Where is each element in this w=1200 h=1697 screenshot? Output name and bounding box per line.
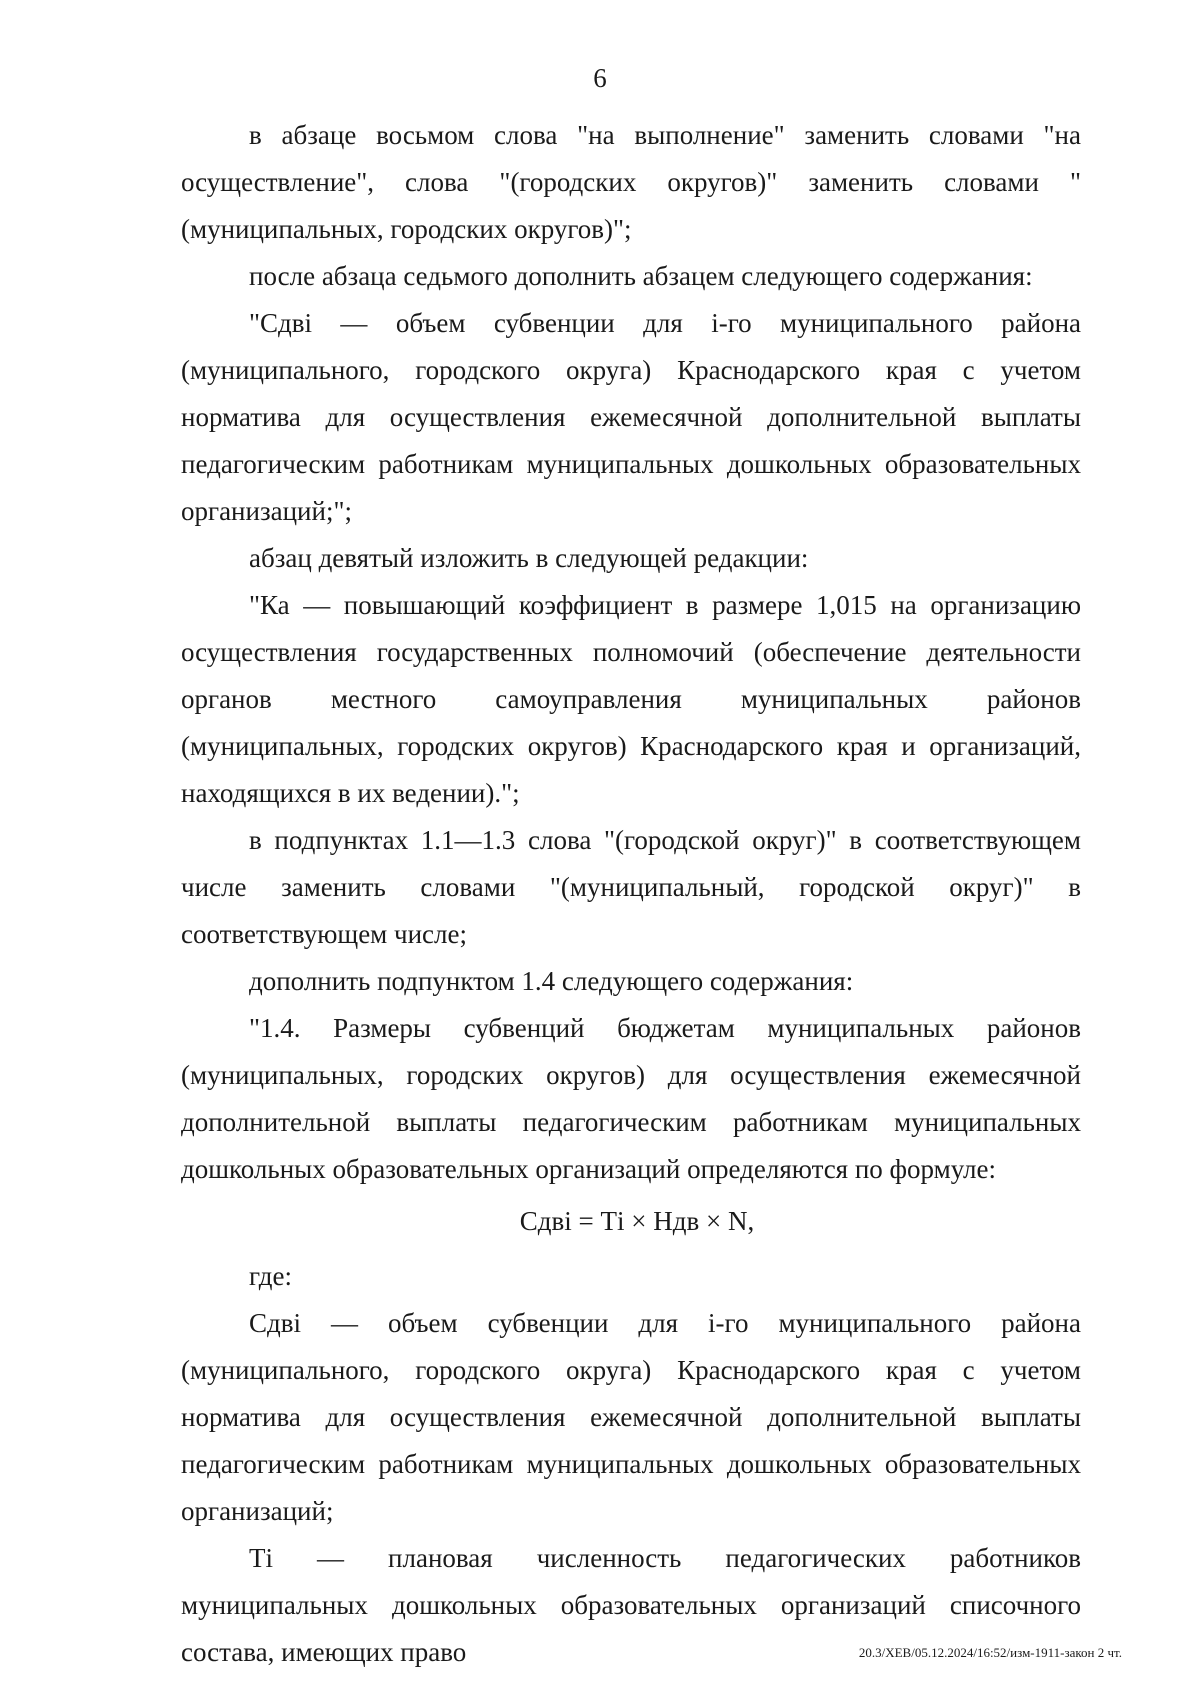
paragraph: Тi — плановая численность педагогических работников муниципальных дошкольных образовательных организаций списочного состава, имеющих право [181,1543,1081,1667]
paragraph: в абзаце восьмом слова "на выполнение" заменить словами "на осуществление", слова "(городских округов)" заменить словами "(муниципальных, городских округов)"; [181,120,1081,244]
paragraph: дополнить подпунктом 1.4 следующего содержания: [249,966,854,996]
page-number: 6 [593,63,607,93]
document-body [181,112,1081,1676]
paragraph: "Ка — повышающий коэффициент в размере 1,015 на организацию осуществления государственных полномочий (обеспечение деятельности органов местного самоуправления муниципальных районов (муниципальных, городских округов) Краснодарского края и организаций, находящихся в их ведении)."; [181,590,1081,808]
paragraph: где: [249,1261,292,1291]
paragraph: после абзаца седьмого дополнить абзацем следующего содержания: [249,261,1033,291]
paragraph: "Сдвi — объем субвенции для i-го муниципального района (муниципального, городского округа) Краснодарского края с учетом норматива для осуществления ежемесячной дополнительной выплаты педагогическим работникам муниципальных дошкольных образовательных организаций;"; [181,308,1081,526]
paragraph: в подпунктах 1.1—1.3 слова "(городской округ)" в соответствующем числе заменить словами "(муниципальный, городской округ)" в соответствующем числе; [181,825,1081,949]
paragraph: "1.4. Размеры субвенций бюджетам муниципальных районов (муниципальных, городских округов) для осуществления ежемесячной дополнительной выплаты педагогическим работникам муниципальных дошкольных образовательных организаций определяются по формуле: [181,1013,1081,1184]
paragraph: Сдвi — объем субвенции для i-го муниципального района (муниципального, городского округа) Краснодарского края с учетом норматива для осуществления ежемесячной дополнительной выплаты педагогическим работникам муниципальных дошкольных образовательных организаций; [181,1308,1081,1526]
paragraph: абзац девятый изложить в следующей редакции: [249,543,809,573]
formula: Сдвi = Тi × Ндв × N, [519,1206,755,1236]
document-footer-code: 20.3/ХЕВ/05.12.2024/16:52/изм-1911-закон 2 чт. [858,1645,1122,1660]
